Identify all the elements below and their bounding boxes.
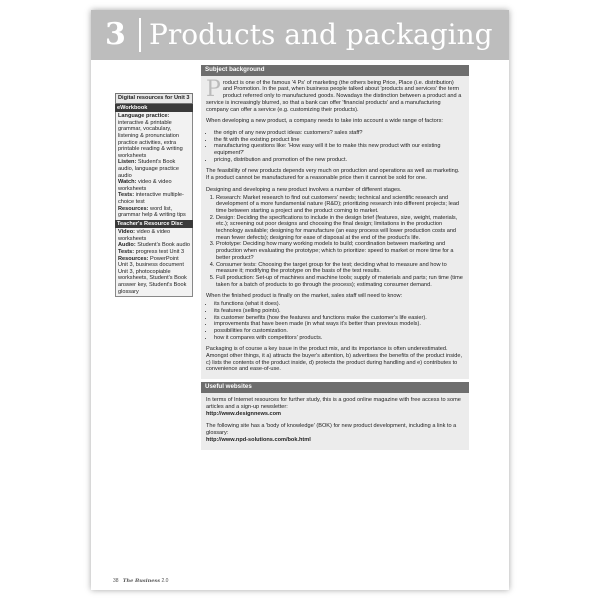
list-item: • manufacturing questions like: 'How easy will it be to make this new product with our existing equipment?' bbox=[214, 143, 464, 156]
paragraph: When developing a new product, a company needs to take into account a wide range of factors: bbox=[206, 118, 443, 125]
eworkbook-heading: eWorkbook bbox=[115, 104, 193, 113]
factors-list bbox=[206, 130, 464, 164]
edition: 2.0 bbox=[161, 578, 169, 584]
resource-text: interactive multiple-choice test bbox=[118, 192, 184, 205]
list-item: 4. Consumer tests: Choosing the target group for the test; deciding what to measure and how to measure it; modifying the prototype on the basis of the test results. bbox=[216, 262, 464, 275]
resource-label: Resources: bbox=[118, 255, 149, 262]
list-item: • improvements that have been made (in what ways it's better than previous models). bbox=[214, 321, 464, 328]
list-item: • the fit with the existing product line bbox=[214, 137, 464, 144]
digital-resources-box bbox=[115, 93, 193, 297]
list-item: 1. Research: Market research to find out customers' needs; technical and scientific research and development of a more fundamental nature (R&D); prioritizing research into different projects; lead time between starting a project and the product coming to market. bbox=[216, 195, 464, 215]
resource-label: Tests: bbox=[118, 192, 135, 199]
resource-item bbox=[118, 206, 190, 219]
useful-websites-heading: Useful websites bbox=[201, 382, 469, 393]
drop-cap: P bbox=[206, 76, 221, 102]
subject-background-heading: Subject background bbox=[201, 65, 469, 76]
page-footer bbox=[113, 578, 168, 584]
useful-websites-section bbox=[201, 393, 469, 450]
chapter-number: 3 bbox=[105, 17, 126, 52]
eworkbook-list bbox=[115, 112, 193, 220]
list-item: • its features (selling points). bbox=[214, 308, 464, 315]
resource-item bbox=[118, 192, 190, 205]
paragraph: The following site has a 'body of knowledge' (BOK) for new product development, including a link to a glossary: bbox=[206, 422, 457, 436]
list-item: • how it compares with competitors' products. bbox=[214, 335, 464, 342]
trd-list bbox=[115, 228, 193, 297]
list-item: • its customer benefits (how the features and functions make the customer's life easier). bbox=[214, 315, 464, 322]
resource-text: word list, grammar help & writing tips bbox=[118, 205, 186, 219]
resource-item bbox=[118, 242, 190, 249]
paragraph: The feasibility of new products depends very much on production and operations as well as marketing. If a product cannot be manufactured for a reasonable price then it cannot be sold for one. bbox=[206, 168, 460, 182]
list-item: • possibilities for customization. bbox=[214, 328, 464, 335]
website-link[interactable]: http://www.designnews.com bbox=[206, 411, 282, 418]
list-item: 5. Full production: Set-up of machines and machine tools; supply of materials and parts; run time (time taken for a batch of products to go through the process); estimating consumer demand. bbox=[216, 275, 464, 288]
resource-item bbox=[118, 179, 190, 192]
book-page bbox=[91, 10, 509, 590]
resource-item bbox=[118, 229, 190, 242]
stages-list bbox=[206, 195, 464, 289]
list-item: 3. Prototype: Deciding how many working models to build; coordination between marketing and production when evaluating the prototype; which to prioritize: speed to market or more time for a better product? bbox=[216, 241, 464, 261]
resource-label: Resources: bbox=[118, 205, 149, 212]
resource-item bbox=[118, 159, 190, 179]
list-item: • the origin of any new product ideas: customers? sales staff? bbox=[214, 130, 464, 137]
resource-label: Language practice: bbox=[118, 113, 170, 120]
chapter-header bbox=[91, 10, 509, 60]
paragraph: Designing and developing a new product involves a number of different stages. bbox=[206, 186, 402, 193]
resource-label: Tests: bbox=[118, 249, 135, 256]
resource-text: PowerPoint Unit 3, business document Unit 3, photocopiable worksheets, Student's Book answer key, Student's Book glossary bbox=[118, 255, 187, 295]
chapter-divider bbox=[139, 18, 141, 52]
resource-label: Watch: bbox=[118, 179, 137, 186]
list-item: • pricing, distribution and promotion of the new product. bbox=[214, 157, 464, 164]
brand-name: The Business bbox=[122, 578, 161, 584]
sales-knowledge-list bbox=[206, 301, 464, 341]
intro-paragraph bbox=[206, 76, 464, 114]
subject-background-section bbox=[201, 76, 469, 379]
resource-text: video & video worksheets bbox=[118, 229, 171, 242]
resource-item bbox=[118, 113, 190, 159]
main-column bbox=[201, 65, 469, 450]
resource-item bbox=[118, 256, 190, 296]
website-link[interactable]: http://www.npd-solutions.com/bok.html bbox=[206, 437, 311, 444]
trd-heading: Teacher's Resource Disc bbox=[115, 220, 193, 229]
list-item: 2. Design: Deciding the specifications to include in the design brief (features, size, weight, materials, etc.); screening out poor designs and choosing the final design; limitations in the production technology available; designing for manufacture (an easy process will lower production costs and mean fewer defects); designing for ease of disposal at the end of the product's life. bbox=[216, 215, 464, 242]
chapter-title: Products and packaging bbox=[149, 18, 493, 51]
resource-text: video & video worksheets bbox=[118, 179, 172, 192]
resource-label: Audio: bbox=[118, 242, 136, 249]
resource-text: progress test Unit 3 bbox=[135, 249, 185, 256]
page-number: 38 bbox=[113, 578, 119, 584]
resource-text: interactive & printable grammar, vocabulary, listening & pronunciation practice activities, extra printable reading & writing worksheets bbox=[118, 119, 183, 159]
paragraph: When the finished product is finally on the market, sales staff will need to know: bbox=[206, 293, 403, 300]
resource-text: Student's Book audio bbox=[137, 242, 190, 249]
resources-title: Digital resources for Unit 3 bbox=[115, 93, 193, 104]
paragraph: Packaging is of course a key issue in the product mix, and its importance is often underestimated. Amongst other things, it a) attracts the buyer's attention, b) advertises the benefits of the product inside, c) lists the contents of the product inside, d) protects the product during handling and e) contributes to convenience and ease-of-use. bbox=[206, 346, 463, 373]
resource-item bbox=[118, 249, 190, 256]
intro-text: roduct is one of the famous '4 Ps' of marketing (the others being Price, Place (i.e. distribution) and Promotion. In the past, when business people talked about 'products and services' the term product referred only to manufactured goods. Nowadays the distinction between a product and a service is increasingly blurred, so that a bank can offer 'financial products' and a manufacturing company can offer a service (e.g. customizing their products). bbox=[206, 79, 462, 113]
resource-label: Video: bbox=[118, 229, 135, 236]
list-item: • its functions (what it does). bbox=[214, 301, 464, 308]
resource-text: Student's Book audio, language practice audio bbox=[118, 159, 179, 179]
paragraph: In terms of Internet resources for further study, this is a good online magazine with free access to some articles and a sign-up newsletter: bbox=[206, 396, 461, 410]
resource-label: Listen: bbox=[118, 159, 137, 166]
